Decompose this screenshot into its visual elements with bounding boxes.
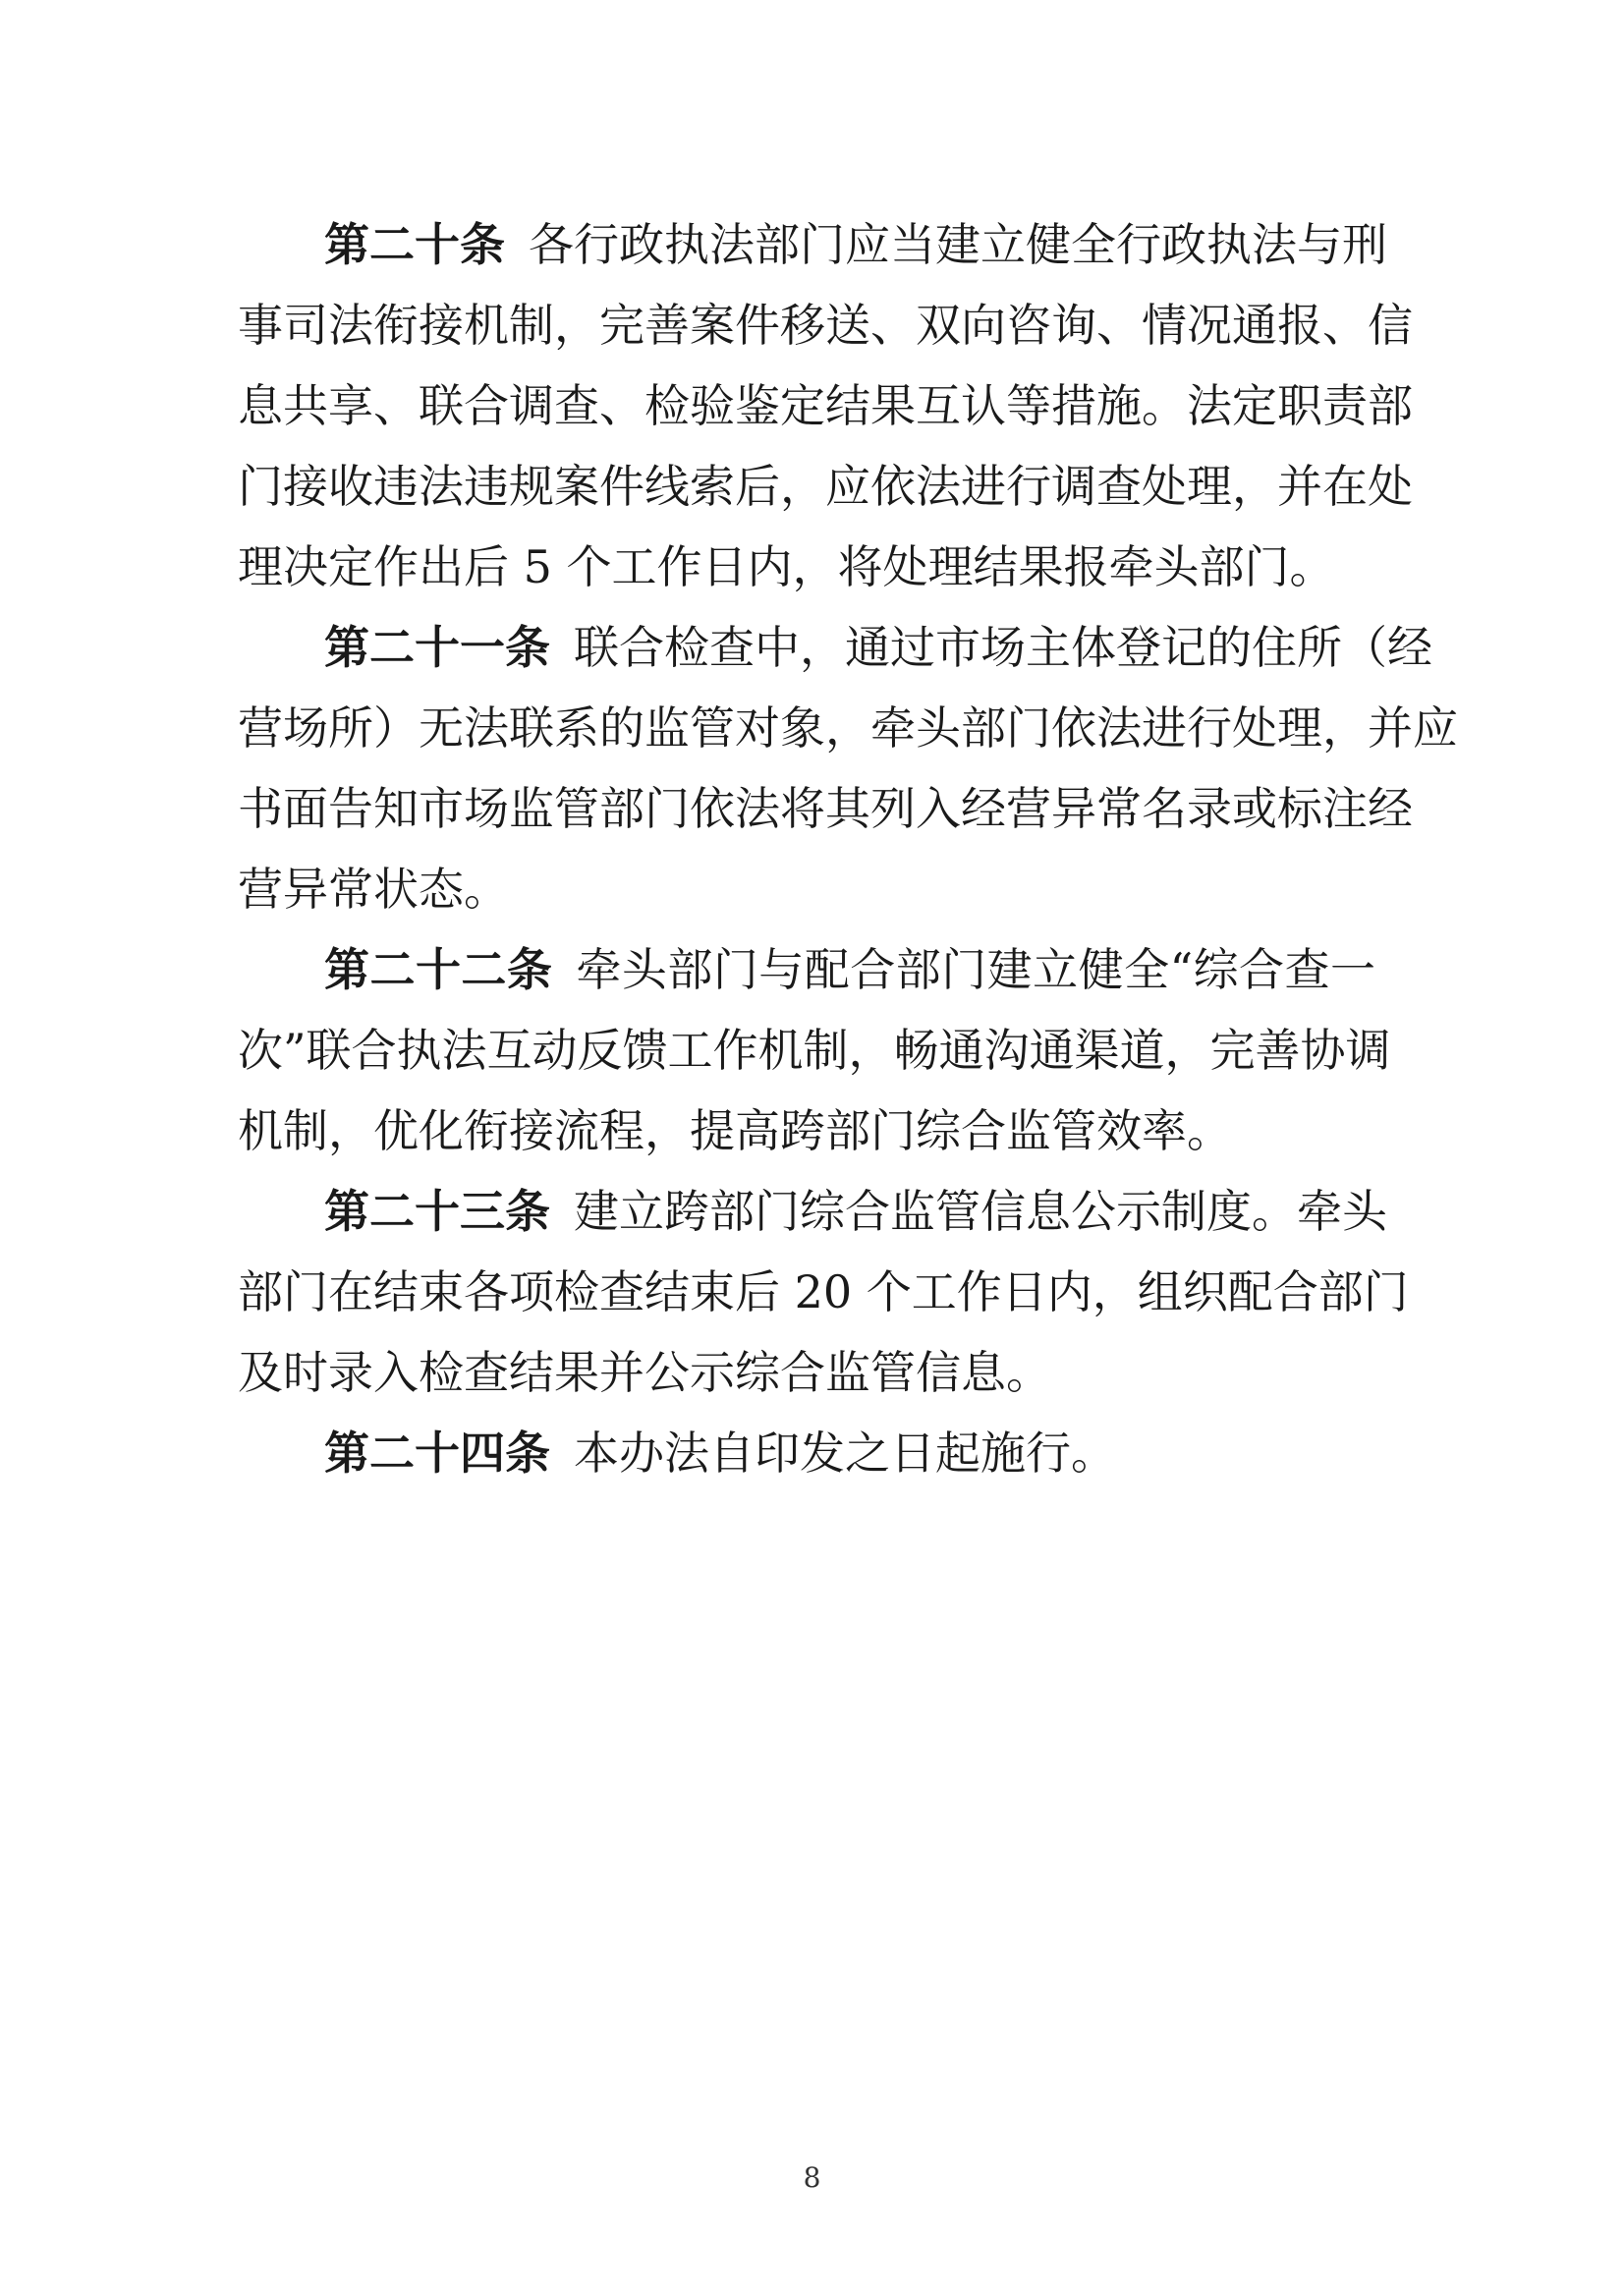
article-heading: 第二十条 — [324, 218, 505, 271]
article-line: 次”联合执法互动反馈工作机制，畅通沟通渠道，完善协调 — [238, 1024, 1391, 1077]
article-line: 事司法衔接机制，完善案件移送、双向咨询、情况通报、信 — [238, 299, 1413, 352]
article-line: 营场所）无法联系的监管对象，牵头部门依法进行处理，并应 — [238, 701, 1458, 755]
article-line: 门接收违法违规案件线索后，应依法进行调查处理，并在处 — [238, 460, 1413, 513]
article-first-line — [238, 204, 1387, 285]
article-line: 机制，优化衔接流程，提高跨部门综合监管效率。 — [238, 1104, 1232, 1157]
article-21 — [238, 607, 1458, 929]
article-text: 本办法自印发之日起施行。 — [574, 1427, 1116, 1480]
article-24 — [238, 1413, 1375, 1493]
article-text: 牵头部门与配合部门建立健全“综合查一 — [576, 943, 1375, 996]
article-heading: 第二十三条 — [324, 1185, 550, 1238]
article-20 — [238, 204, 1413, 607]
article-first-line — [238, 607, 1432, 688]
article-line: 营异常状态。 — [238, 863, 509, 916]
article-line: 及时录入检查结果并公示综合监管信息。 — [238, 1346, 1051, 1399]
article-23 — [238, 1171, 1409, 1413]
page-number: 8 — [803, 2161, 821, 2194]
article-heading: 第二十一条 — [324, 621, 550, 674]
article-line: 理决定作出后 5 个工作日内，将处理结果报牵头部门。 — [238, 540, 1335, 593]
article-text: 各行政执法部门应当建立健全行政执法与刑 — [529, 218, 1387, 271]
article-line: 息共享、联合调查、检验鉴定结果互认等措施。法定职责部 — [238, 379, 1413, 432]
article-heading: 第二十四条 — [324, 1427, 550, 1480]
article-first-line — [238, 929, 1375, 1010]
article-text: 联合检查中，通过市场主体登记的住所（经 — [574, 621, 1432, 674]
article-line: 部门在结束各项检查结束后 20 个工作日内，组织配合部门 — [238, 1265, 1409, 1318]
article-first-line — [238, 1171, 1387, 1252]
article-heading: 第二十二条 — [324, 943, 553, 996]
article-text: 建立跨部门综合监管信息公示制度。牵头 — [574, 1185, 1387, 1238]
article-22 — [238, 929, 1391, 1171]
article-first-line — [238, 1413, 1375, 1493]
article-line: 书面告知市场监管部门依法将其列入经营异常名录或标注经 — [238, 782, 1413, 835]
